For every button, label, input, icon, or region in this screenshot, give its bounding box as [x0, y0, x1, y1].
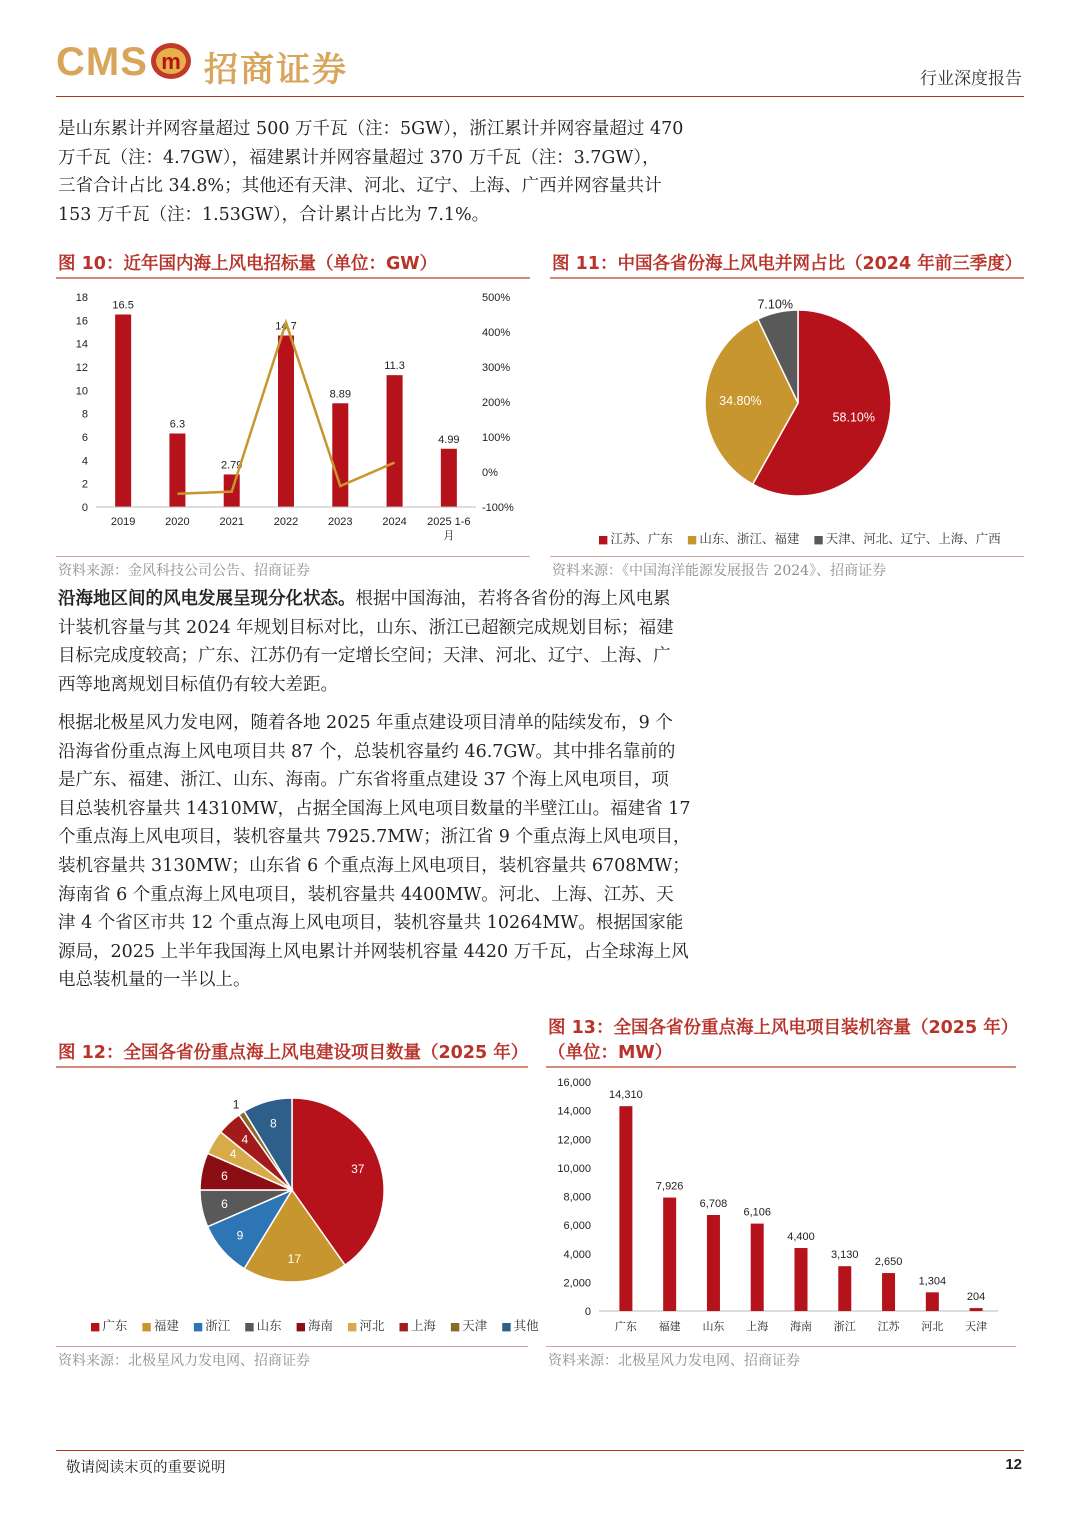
fig11-legend: [598, 529, 1011, 547]
legend-label: 山东、浙江、福建: [699, 531, 800, 546]
paragraph-line: 万千瓦（注：4.7GW），福建累计并网容量超过 370 万千瓦（注：3.7GW），: [58, 147, 660, 168]
fig13-y-tick: 0: [584, 1306, 591, 1318]
paragraph-line: 三省合计占比 34.8%；其他还有天津、河北、辽宁、上海、广西并网容量共计: [58, 176, 662, 197]
paragraph-line: 153 万千瓦（注：1.53GW），合计累计占比为 7.1%。: [58, 204, 490, 225]
fig12-slice-label: 1: [232, 1097, 240, 1112]
fig10-y-tick: 18: [75, 292, 88, 304]
legend-square-icon: ■: [598, 533, 609, 546]
fig12-slice-label: 9: [236, 1228, 244, 1243]
fig10-x-tick: 2019: [110, 516, 136, 528]
fig10-y2-tick: 300%: [482, 362, 511, 374]
fig13-bar: [882, 1273, 895, 1311]
fig10-y-tick: 10: [75, 385, 88, 398]
legend-square-icon: ■: [813, 533, 824, 546]
paragraph-line: 装机容量共 3130MW；山东省 6 个重点海上风电项目，装机容量共 6708MW；: [58, 855, 690, 876]
fig10-y-tick: 4: [81, 455, 88, 468]
legend-square-icon: ■: [90, 1320, 101, 1333]
fig10-y-tick: 8: [81, 408, 88, 421]
fig13-y-tick: 8,000: [563, 1191, 591, 1204]
fig13-x-tick: 河北: [921, 1321, 944, 1333]
legend-label: 天津、河北、辽宁、上海、广西: [825, 531, 1001, 546]
legend-label: 山东: [256, 1318, 282, 1333]
fig13-chart: [546, 1070, 1016, 1342]
legend-label: 福建: [153, 1318, 179, 1333]
fig12-source: 资料来源：北极星风力发电网、招商证券: [58, 1353, 310, 1369]
fig10-y2-tick: 100%: [482, 432, 511, 444]
legend-label: 其他: [513, 1318, 539, 1333]
fig10-bar-label: 6.3: [169, 418, 186, 431]
fig11-legend-item: [598, 531, 673, 546]
paragraph-line: 目总装机容量共 14310MW，占据全国海上风电项目数量的半壁江山。福建省 17: [58, 798, 691, 819]
footer-note: 敬请阅读末页的重要说明: [66, 1460, 226, 1476]
fig10-chart: [56, 282, 530, 554]
fig10-bar: [332, 403, 348, 507]
paragraph-2-bold: 沿海地区间的风电发展呈现分化状态。: [58, 589, 356, 609]
fig12-legend-item: [193, 1318, 230, 1333]
logo-badge-icon: [150, 42, 192, 80]
legend-label: 海南: [308, 1318, 334, 1333]
fig10-y-tick: 0: [81, 502, 88, 514]
fig10-x-tick: 2021: [219, 516, 244, 528]
fig11-slice-label: 7.10%: [757, 297, 793, 312]
fig10-bar-label: 8.89: [329, 388, 351, 401]
fig11-legend-item: [687, 531, 799, 546]
fig12-slice-label: 8: [270, 1116, 277, 1131]
fig10-y2-tick: 200%: [482, 397, 511, 409]
fig10-source: 资料来源：金风科技公司公告、招商证券: [58, 563, 310, 579]
fig13-y-tick: 10,000: [557, 1162, 591, 1175]
fig12-chart: [56, 1070, 528, 1310]
paragraph-2-rest: 根据中国海油，若将各省份的海上风电累: [355, 589, 671, 609]
header-rule: [56, 96, 1024, 97]
fig12-slice-label: 4: [241, 1132, 249, 1147]
fig13-bar-label: 204: [966, 1291, 986, 1304]
fig13-bar: [663, 1198, 676, 1311]
fig10-source-rule: [56, 556, 530, 557]
fig13-y-tick: 16,000: [557, 1077, 591, 1089]
fig10-bar-label: 4.99: [438, 433, 460, 446]
legend-square-icon: ■: [501, 1320, 512, 1333]
fig13-source-rule: [546, 1346, 1016, 1347]
fig13-bar: [707, 1215, 720, 1311]
fig13-bar-label: 4,400: [787, 1231, 815, 1244]
fig11-slice-label: 34.80%: [719, 394, 762, 409]
fig12-source-rule: [56, 1346, 528, 1347]
fig10-y-tick: 16: [75, 315, 88, 328]
legend-square-icon: ■: [398, 1320, 409, 1333]
fig12-title-rule: [56, 1066, 528, 1068]
fig13-bar: [970, 1308, 983, 1311]
paragraph-line: 目标完成度较高；广东、江苏仍有一定增长空间；天津、河北、辽宁、上海、广: [58, 646, 671, 667]
fig11-source: 资料来源：《中国海洋能源发展报告 2024》、招商证券: [552, 563, 887, 579]
paragraph-line: [58, 585, 720, 614]
fig12-slice-label: 6: [221, 1168, 228, 1183]
fig10-title-rule: [56, 277, 530, 279]
fig12-legend-item: [296, 1318, 333, 1333]
legend-square-icon: ■: [141, 1320, 152, 1333]
fig13-bar-label: 3,130: [831, 1249, 859, 1262]
fig12-slice-label: 37: [351, 1162, 365, 1177]
fig10-y-tick: 6: [81, 432, 88, 444]
fig10-x-tick: 2020: [165, 516, 190, 528]
paragraph-line: 根据北极星风力发电网，随着各地 2025 年重点建设项目清单的陆续发布，9 个: [58, 713, 673, 733]
fig13-title-line: （单位：MW）: [548, 1043, 673, 1063]
logo-cms-text: CMS: [56, 40, 148, 84]
logo-cn-text: 招商证券: [204, 50, 348, 90]
fig13-bar-label: 6,106: [743, 1206, 771, 1219]
fig10-y2-tick: 400%: [482, 327, 511, 339]
fig13-x-tick: 上海: [746, 1321, 769, 1333]
fig13-bar-label: 2,650: [874, 1256, 903, 1269]
fig13-bar: [795, 1248, 808, 1311]
fig10-y2-tick: 0%: [482, 467, 498, 479]
fig10-y2-tick: 500%: [482, 292, 511, 304]
legend-label: 广东: [102, 1318, 128, 1333]
fig13-x-tick: 江苏: [877, 1321, 900, 1333]
fig11-title-rule: [550, 277, 1024, 279]
fig10-bar-label: 2.79: [221, 459, 243, 472]
footer-rule: [56, 1450, 1024, 1451]
fig10-bar-label: 14.7: [275, 320, 297, 333]
fig13-x-tick: 广东: [614, 1321, 637, 1333]
legend-label: 江苏、广东: [610, 531, 673, 546]
fig11-title: 图 11：中国各省份海上风电并网占比（2024 年前三季度）: [552, 254, 1023, 274]
paragraph-line: 沿海省份重点海上风电项目共 87 个，总装机容量约 46.7GW。其中排名靠前的: [58, 741, 676, 762]
fig10-y-tick: 2: [81, 478, 88, 491]
paragraph-line: 电总装机量的一半以上。: [58, 970, 251, 991]
fig13-y-tick: 12,000: [557, 1134, 591, 1147]
legend-label: 天津: [462, 1318, 488, 1333]
report-type: 行业深度报告: [920, 69, 1022, 89]
fig13-x-tick: 海南: [790, 1321, 812, 1333]
fig10-bar-label: 16.5: [112, 299, 134, 312]
fig10-bar: [115, 315, 131, 508]
fig10-bar: [278, 336, 294, 508]
fig10-x-tick: 2022: [273, 516, 299, 528]
paragraph-line: 是山东累计并网容量超过 500 万千瓦（注：5GW），浙江累计并网容量超过 470: [58, 119, 684, 139]
paragraph-line: 个重点海上风电项目，装机容量共 7925.7MW；浙江省 9 个重点海上风电项目，: [58, 827, 691, 848]
fig12-legend-item: [244, 1318, 281, 1333]
fig12-slice-label: 4: [229, 1147, 237, 1162]
legend-label: 上海: [410, 1318, 436, 1333]
fig10-y2-tick: -100%: [482, 502, 514, 514]
fig10-x-tick: 2024: [382, 516, 407, 528]
fig10-y-tick: 12: [75, 362, 88, 374]
legend-square-icon: ■: [192, 1320, 204, 1333]
fig11-source-rule: [550, 556, 1024, 557]
fig13-bar: [926, 1292, 939, 1311]
fig10-bar: [387, 375, 403, 507]
fig13-y-tick: 4,000: [563, 1248, 591, 1261]
paragraph-line: 海南省 6 个重点海上风电项目，装机容量共 4400MW。河北、上海、江苏、天: [58, 884, 674, 905]
logo-badge-text: m: [161, 49, 181, 74]
fig13-x-tick: 浙江: [833, 1321, 856, 1333]
fig13-y-tick: 6,000: [563, 1220, 591, 1233]
legend-label: 浙江: [205, 1318, 231, 1333]
paragraph-line: 计装机容量与其 2024 年规划目标对比，山东、浙江已超额完成规划目标；福建: [58, 617, 674, 638]
fig12-legend-item: [141, 1318, 178, 1333]
fig13-bar: [619, 1106, 632, 1311]
fig12-legend-item: [347, 1318, 384, 1333]
fig13-x-tick: 天津: [965, 1321, 988, 1333]
fig10-bar-label: 11.3: [384, 360, 405, 373]
fig13-bar: [751, 1224, 764, 1311]
fig12-legend-item: [398, 1318, 435, 1333]
paragraph-3: [58, 709, 720, 995]
fig12-title: 图 12：全国各省份重点海上风电建设项目数量（2025 年）: [58, 1043, 529, 1063]
fig13-title: [548, 1016, 1018, 1066]
fig13-title-line: 图 13：全国各省份重点海上风电项目装机容量（2025 年）: [548, 1018, 1019, 1038]
fig10-x-tick: 2025 1-6 月: [427, 516, 471, 542]
paragraph-2: [58, 585, 720, 699]
fig11-legend-item: [813, 531, 1000, 546]
paragraph-1: [58, 115, 720, 229]
legend-square-icon: ■: [295, 1320, 307, 1333]
fig12-legend-item: [450, 1318, 487, 1333]
paragraph-line: 是广东、福建、浙江、山东、海南。广东省将重点建设 37 个海上风电项目，项: [58, 770, 669, 791]
fig13-bar-label: 7,926: [655, 1180, 684, 1193]
legend-square-icon: ■: [244, 1320, 255, 1333]
fig12-slice-label: 17: [287, 1251, 302, 1266]
paragraph-line: 津 4 个省区市共 12 个重点海上风电项目，装机容量共 10264MW。根据国家能: [58, 913, 684, 934]
fig13-bar-label: 1,304: [918, 1275, 947, 1288]
legend-square-icon: ■: [686, 533, 698, 546]
legend-square-icon: ■: [347, 1320, 358, 1333]
paragraph-line: 西等地离规划目标值仍有较大差距。: [58, 674, 338, 695]
fig13-y-tick: 2,000: [563, 1277, 591, 1290]
fig10-y-tick: 14: [75, 338, 88, 351]
fig11-slice-label: 58.10%: [832, 410, 876, 425]
fig13-x-tick: 山东: [702, 1321, 725, 1333]
fig10-bar: [169, 434, 185, 508]
fig12-legend-item: [501, 1318, 538, 1333]
fig13-y-tick: 14,000: [557, 1105, 591, 1118]
fig10-bar: [441, 449, 457, 507]
fig11-chart: [550, 282, 1024, 512]
fig13-bar: [838, 1266, 851, 1311]
fig12-legend: [90, 1316, 549, 1334]
fig13-x-tick: 福建: [658, 1321, 681, 1333]
fig13-source: 资料来源：北极星风力发电网、招商证券: [548, 1353, 800, 1369]
fig13-bar-label: 14,310: [609, 1089, 643, 1102]
fig10-x-tick: 2023: [328, 516, 353, 528]
fig10-title: 图 10：近年国内海上风电招标量（单位：GW）: [58, 254, 438, 274]
legend-label: 河北: [359, 1318, 385, 1333]
paragraph-line: 源局，2025 上半年我国海上风电累计并网装机容量 4420 万千瓦，占全球海上风: [58, 941, 689, 962]
legend-square-icon: ■: [449, 1320, 461, 1333]
fig13-title-rule: [546, 1066, 1016, 1068]
page-number: 12: [1005, 1456, 1022, 1473]
fig13-bar-label: 6,708: [699, 1197, 728, 1210]
fig12-legend-item: [90, 1318, 127, 1333]
fig12-slice-label: 6: [221, 1197, 228, 1212]
